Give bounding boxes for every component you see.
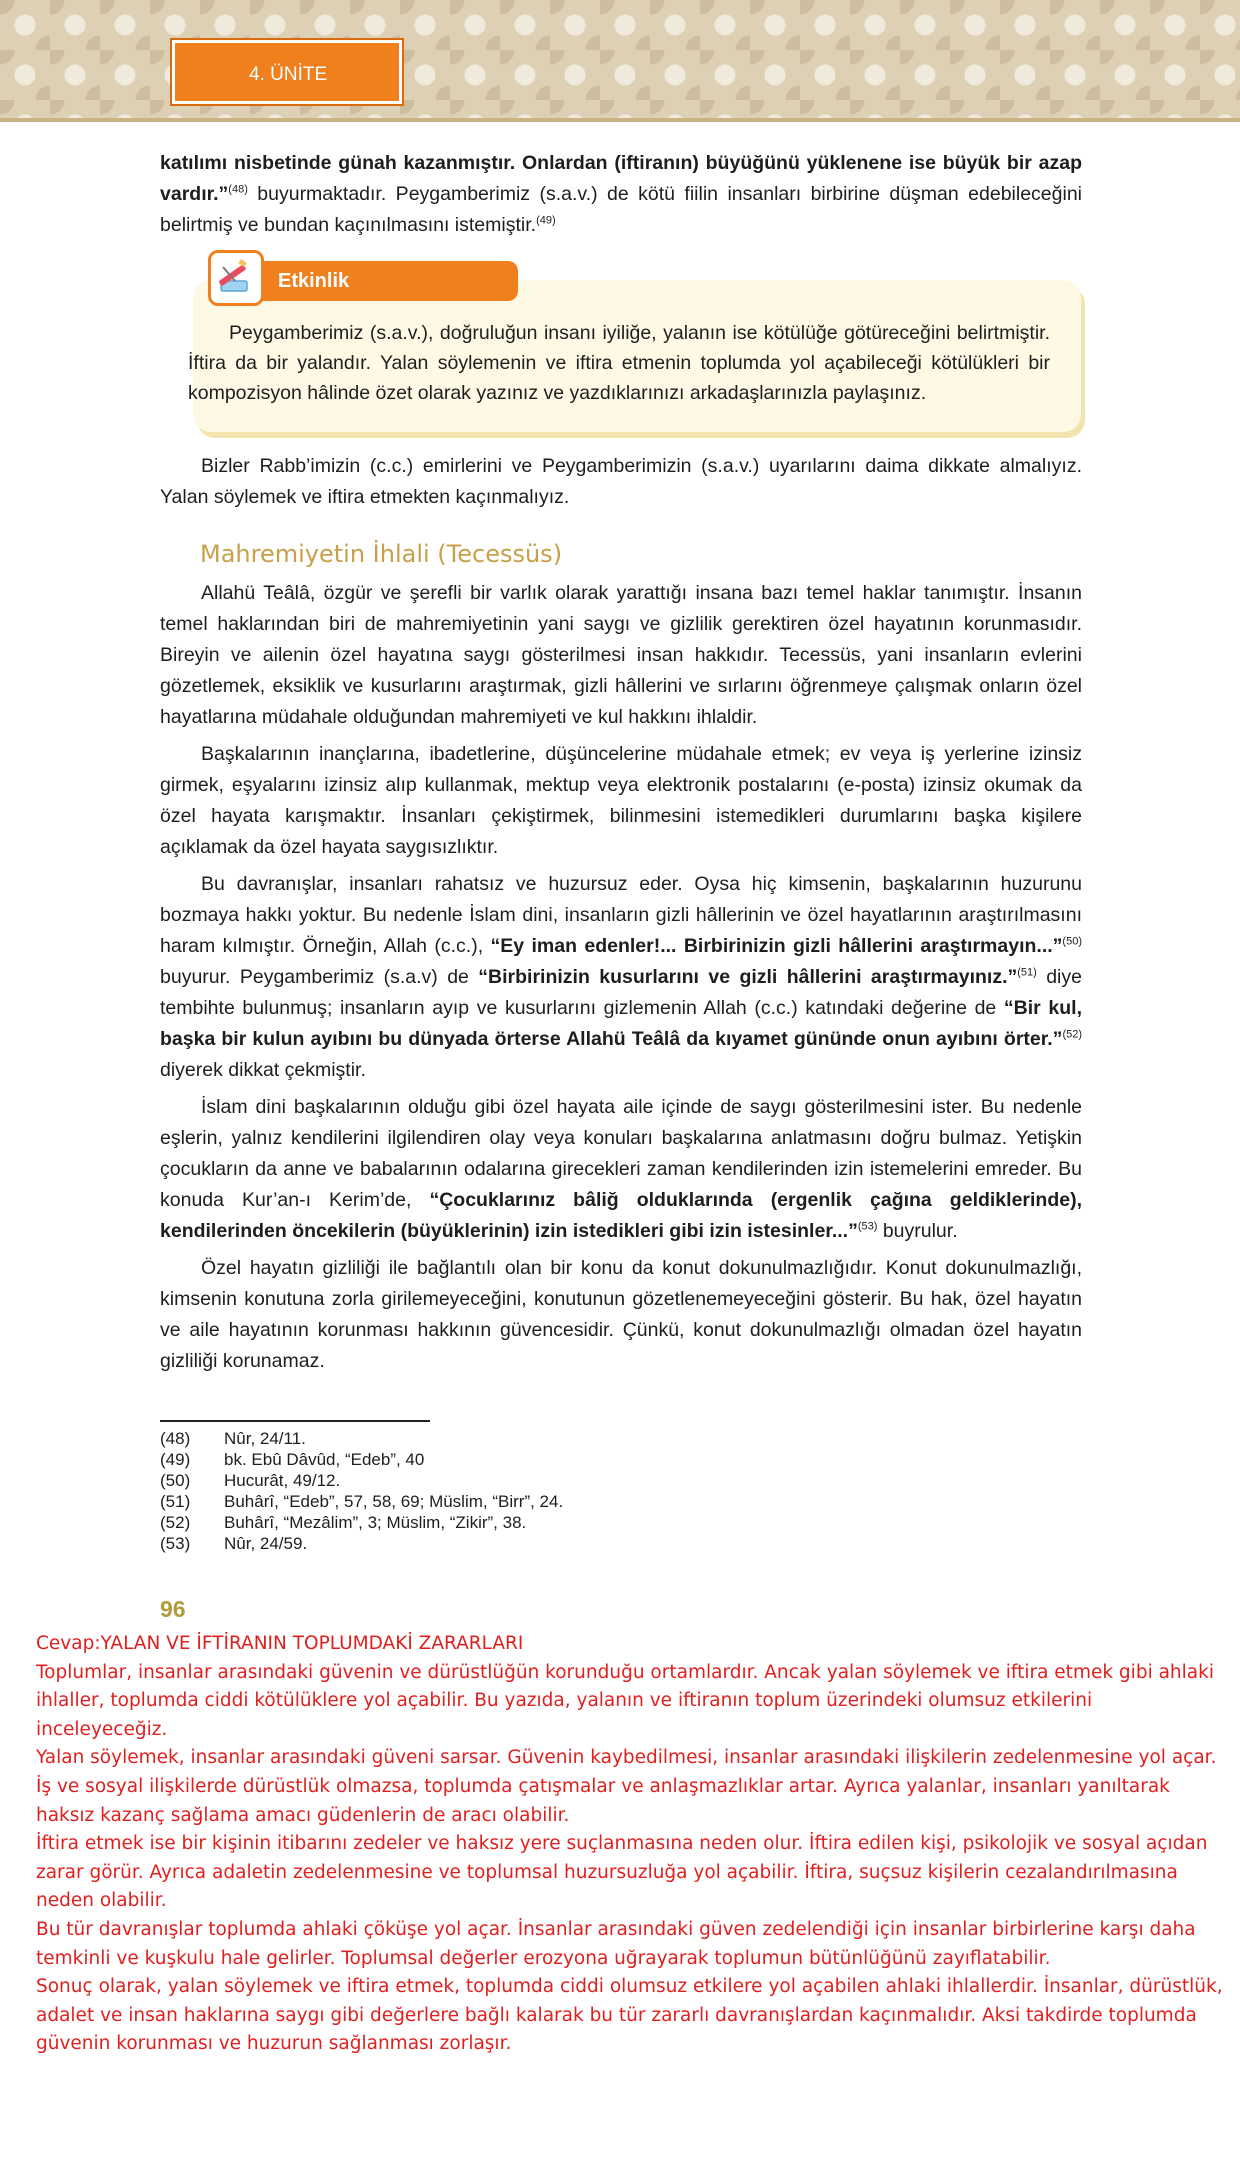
section-paragraph-2: Başkalarının inançlarına, ibadetlerine, düşüncelerine müdahale etmek; ev veya iş yerlerine izinsiz girmek, eşyalarını izinsiz alıp kullanmak, mektup veya elektronik postalarını (e-posta) izinsiz okumak da özel hayata karışmaktır. İnsanları çekiştirmek, bilinmesini istemedikleri durumlarını başka kişilere açıklamak da özel hayata saygısızlıktır. [160, 743, 1082, 858]
section-paragraph-1: Allahü Teâlâ, özgür ve şerefli bir varlık olarak yarattığı insana bazı temel haklar tanımıştır. İnsanın temel haklarından biri de mahremiyetinin yani saygı ve gizlilik gerektiren özel hayatının korunmasıdır. Bireyin ve ailenin özel hayatına saygı gösterilmesi insan hakkıdır. Tecessüs, yani insanların evlerini gözetlemek, eksiklik ve kusurlarını araştırmak, gizli hâllerini ve sırlarını öğrenmeye çalışmak onların özel hayatlarına müdahale olduğundan mahremiyeti ve kul hakkını ihlaldir. [160, 582, 1082, 728]
footnote-item: (50) Hucurât, 49/12. [160, 1471, 341, 1490]
answer-paragraph: İftira etmek ise bir kişinin itibarını zedeler ve haksız yere suçlanmasına neden olur. İftira edilen kişi, psikolojik ve sosyal açıdan zarar görür. Ayrıca adaletin zedelenmesine ve toplumsal huzursuzluğa yol açabilir. İftira, suçsuz kişilerin cezalandırılmasına neden olabilir. [36, 1833, 1208, 1912]
quote-bold: katılımı nisbetinde günah kazanmıştır. Onlardan (iftiranın) büyüğünü yüklenene ise büyük bir azap vardır.” [160, 152, 1082, 205]
answer-paragraph: Sonuç olarak, yalan söylemek ve iftira etmek, toplumda ciddi olumsuz etkilere yol açabilen ahlaki ihlallerdir. İnsanlar, dürüstlük, adalet ve insan haklarına saygı gibi değerlere bağlı kalarak bu tür zararlı davranışlardan kaçınmalıdır. Aksi takdirde toplumda güvenin korunması ve huzurun sağlanması zorlaşır. [36, 1976, 1223, 2055]
section-paragraph-3: Bu davranışlar, insanları rahatsız ve huzursuz eder. Oysa hiç kimsenin, başkalarının huzurunu bozmaya hakkı yoktur. Bu nedenle İslam dini, insanların gizli hâllerinin ve özel hayatlarının araştırılmasını haram kılmıştır. Örneğin, Allah (c.c.), “Ey iman edenler!... Birbirinizin gizli hâllerini araştırmayın...”$^{(50)}$ buyurur. Peygamberimiz (s.a.v) de “Birbirinizin kusurlarını ve gizli hâllerini araştırmayınız.”$^{(51)}$ diye tembihte bulunmuş; insanların ayıp ve kusurlarını gizlemenin Allah (c.c.) katındaki değerine de “Bir kul, başka bir kulun ayıbını bu dünyada örterse Allahü Teâlâ da kıyamet gününde onun ayıbını örter.”$^{(52)}$ diyerek dikkat çekmiştir. [160, 873, 1082, 1081]
footnote-divider [160, 1420, 430, 1422]
section-paragraph-4: İslam dini başkalarının olduğu gibi özel hayata aile içinde de saygı gösterilmesini ister. Bu nedenle eşlerin, yalnız kendilerini ilgilendiren olay veya konuları başkalarına anlatmasını doğru bulmaz. Yetişkin çocukların da anne ve babalarının odalarına girecekleri zaman kendilerinden izin istemelerini emreder. Bu konuda Kur’an-ı Kerim’de, “Çocuklarınız bâliğ olduklarında (ergenlik çağına geldiklerinde), kendilerinden öncekilerin (büyüklerinin) izin istedikleri gibi izin istesinler...”$^{(53)}$ buyrulur. [160, 1096, 1083, 1242]
activity-text: Peygamberimiz (s.a.v.), doğruluğun insanı iyiliğe, yalanın ise kötülüğe götüreceğini belirtmiştir. İftira da bir yalandır. Yalan söylemenin ve iftira etmenin toplumda yol açabileceği kötülükleri bir kompozisyon hâlinde özet olarak yazınız ve yazdıklarınızı arkadaşlarınızla paylaşınız. [188, 322, 1050, 404]
unit-label: 4. ÜNİTE [172, 40, 402, 104]
footnote-item: (51) Buhârî, “Edeb”, 57, 58, 69; Müslim, “Birr”, 24. [160, 1492, 564, 1511]
section-title: Mahremiyetin İhlali (Tecessüs) [200, 540, 563, 568]
section-paragraph-5: Özel hayatın gizliliği ile bağlantılı olan bir konu da konut dokunulmazlığıdır. Konut dokunulmazlığı, kimsenin konutuna zorla girilemeyeceğini, konutunun gözetlenemeyeceğini gösterir. Bu hak, özel hayatın ve aile hayatının korunması hakkının güvencesidir. Çünkü, konut dokunulmazlığı olmadan özel hayatın gizliliği korunamaz. [160, 1257, 1082, 1372]
footnote-ref: (51) [1017, 966, 1037, 979]
footnote-ref: (49) [536, 214, 556, 227]
footnote-ref: (53) [857, 1220, 878, 1233]
activity-label: Etkinlik [248, 261, 518, 301]
footnotes [160, 1428, 563, 1554]
page-number: 96 [160, 1596, 186, 1622]
section-body [160, 578, 1082, 1377]
paragraph-top: katılımı nisbetinde günah kazanmıştır. Onlardan (iftiranın) büyüğünü yüklenene ise büyük bir azap vardır.”$^{(48)}$ buyurmaktadır. Peygamberimiz (s.a.v.) de kötü fiilin insanları birbirine düşman edebileceğini belirtmiş ve bundan kaçınılmasını istemiştir.$^{(49)}$ [160, 152, 1082, 236]
footnote-ref: (52) [1062, 1028, 1082, 1041]
answer-paragraph: Bu tür davranışlar toplumda ahlaki çöküşe yol açar. İnsanlar arasındaki güven zedelendiği için insanlar birbirlerine karşı daha temkinli ve kuşkulu hale gelirler. Toplumsal değerler erozyona uğrayarak toplumun bütünlüğünü zayıflatabilir. [36, 1918, 1196, 1969]
footnote-ref: (50) [1062, 935, 1082, 948]
answer-heading: Cevap:YALAN VE İFTİRANIN TOPLUMDAKİ ZARARLARI [36, 1633, 524, 1654]
answer-paragraph: Yalan söylemek, insanlar arasındaki güveni sarsar. Güvenin kaybedilmesi, insanlar arasındaki ilişkilerin zedelenmesine yol açar. İş ve sosyal ilişkilerde dürüstlük olmazsa, toplumda çatışmalar ve anlaşmazlıklar artar. Ayrıca yalanlar, insanları yanıltarak haksız kazanç sağlama amacı güdenlerin de aracı olabilir. [36, 1747, 1217, 1826]
answer-paragraph: Toplumlar, insanlar arasındaki güvenin ve dürüstlüğün korunduğu ortamlardır. Ancak yalan söylemek ve iftira etmek gibi ahlaki ihlaller, toplumda ciddi kötülüklere yol açabilir. Bu yazıda, yalanın ve iftiranın toplum üzerindeki olumsuz etkilerini inceleyeceğiz. [36, 1661, 1214, 1740]
footnote-item: (49) bk. Ebû Dâvûd, “Edeb”, 40 [160, 1450, 425, 1469]
answer-block [36, 1630, 1226, 2059]
footnote-item: (48) Nûr, 24/11. [160, 1429, 306, 1448]
paragraph-rabb: Bizler Rabb’imizin (c.c.) emirlerini ve Peygamberimizin (s.a.v.) uyarılarını daima dikkate almalıyız. Yalan söylemek ve iftira etmekten kaçınmalıyız. [160, 455, 1082, 508]
pencil-icon [208, 250, 264, 306]
footnote-item: (53) Nûr, 24/59. [160, 1534, 308, 1553]
footnote-item: (52) Buhârî, “Mezâlim”, 3; Müslim, “Zikir”, 38. [160, 1513, 527, 1532]
footnote-ref: (48) [228, 183, 248, 196]
